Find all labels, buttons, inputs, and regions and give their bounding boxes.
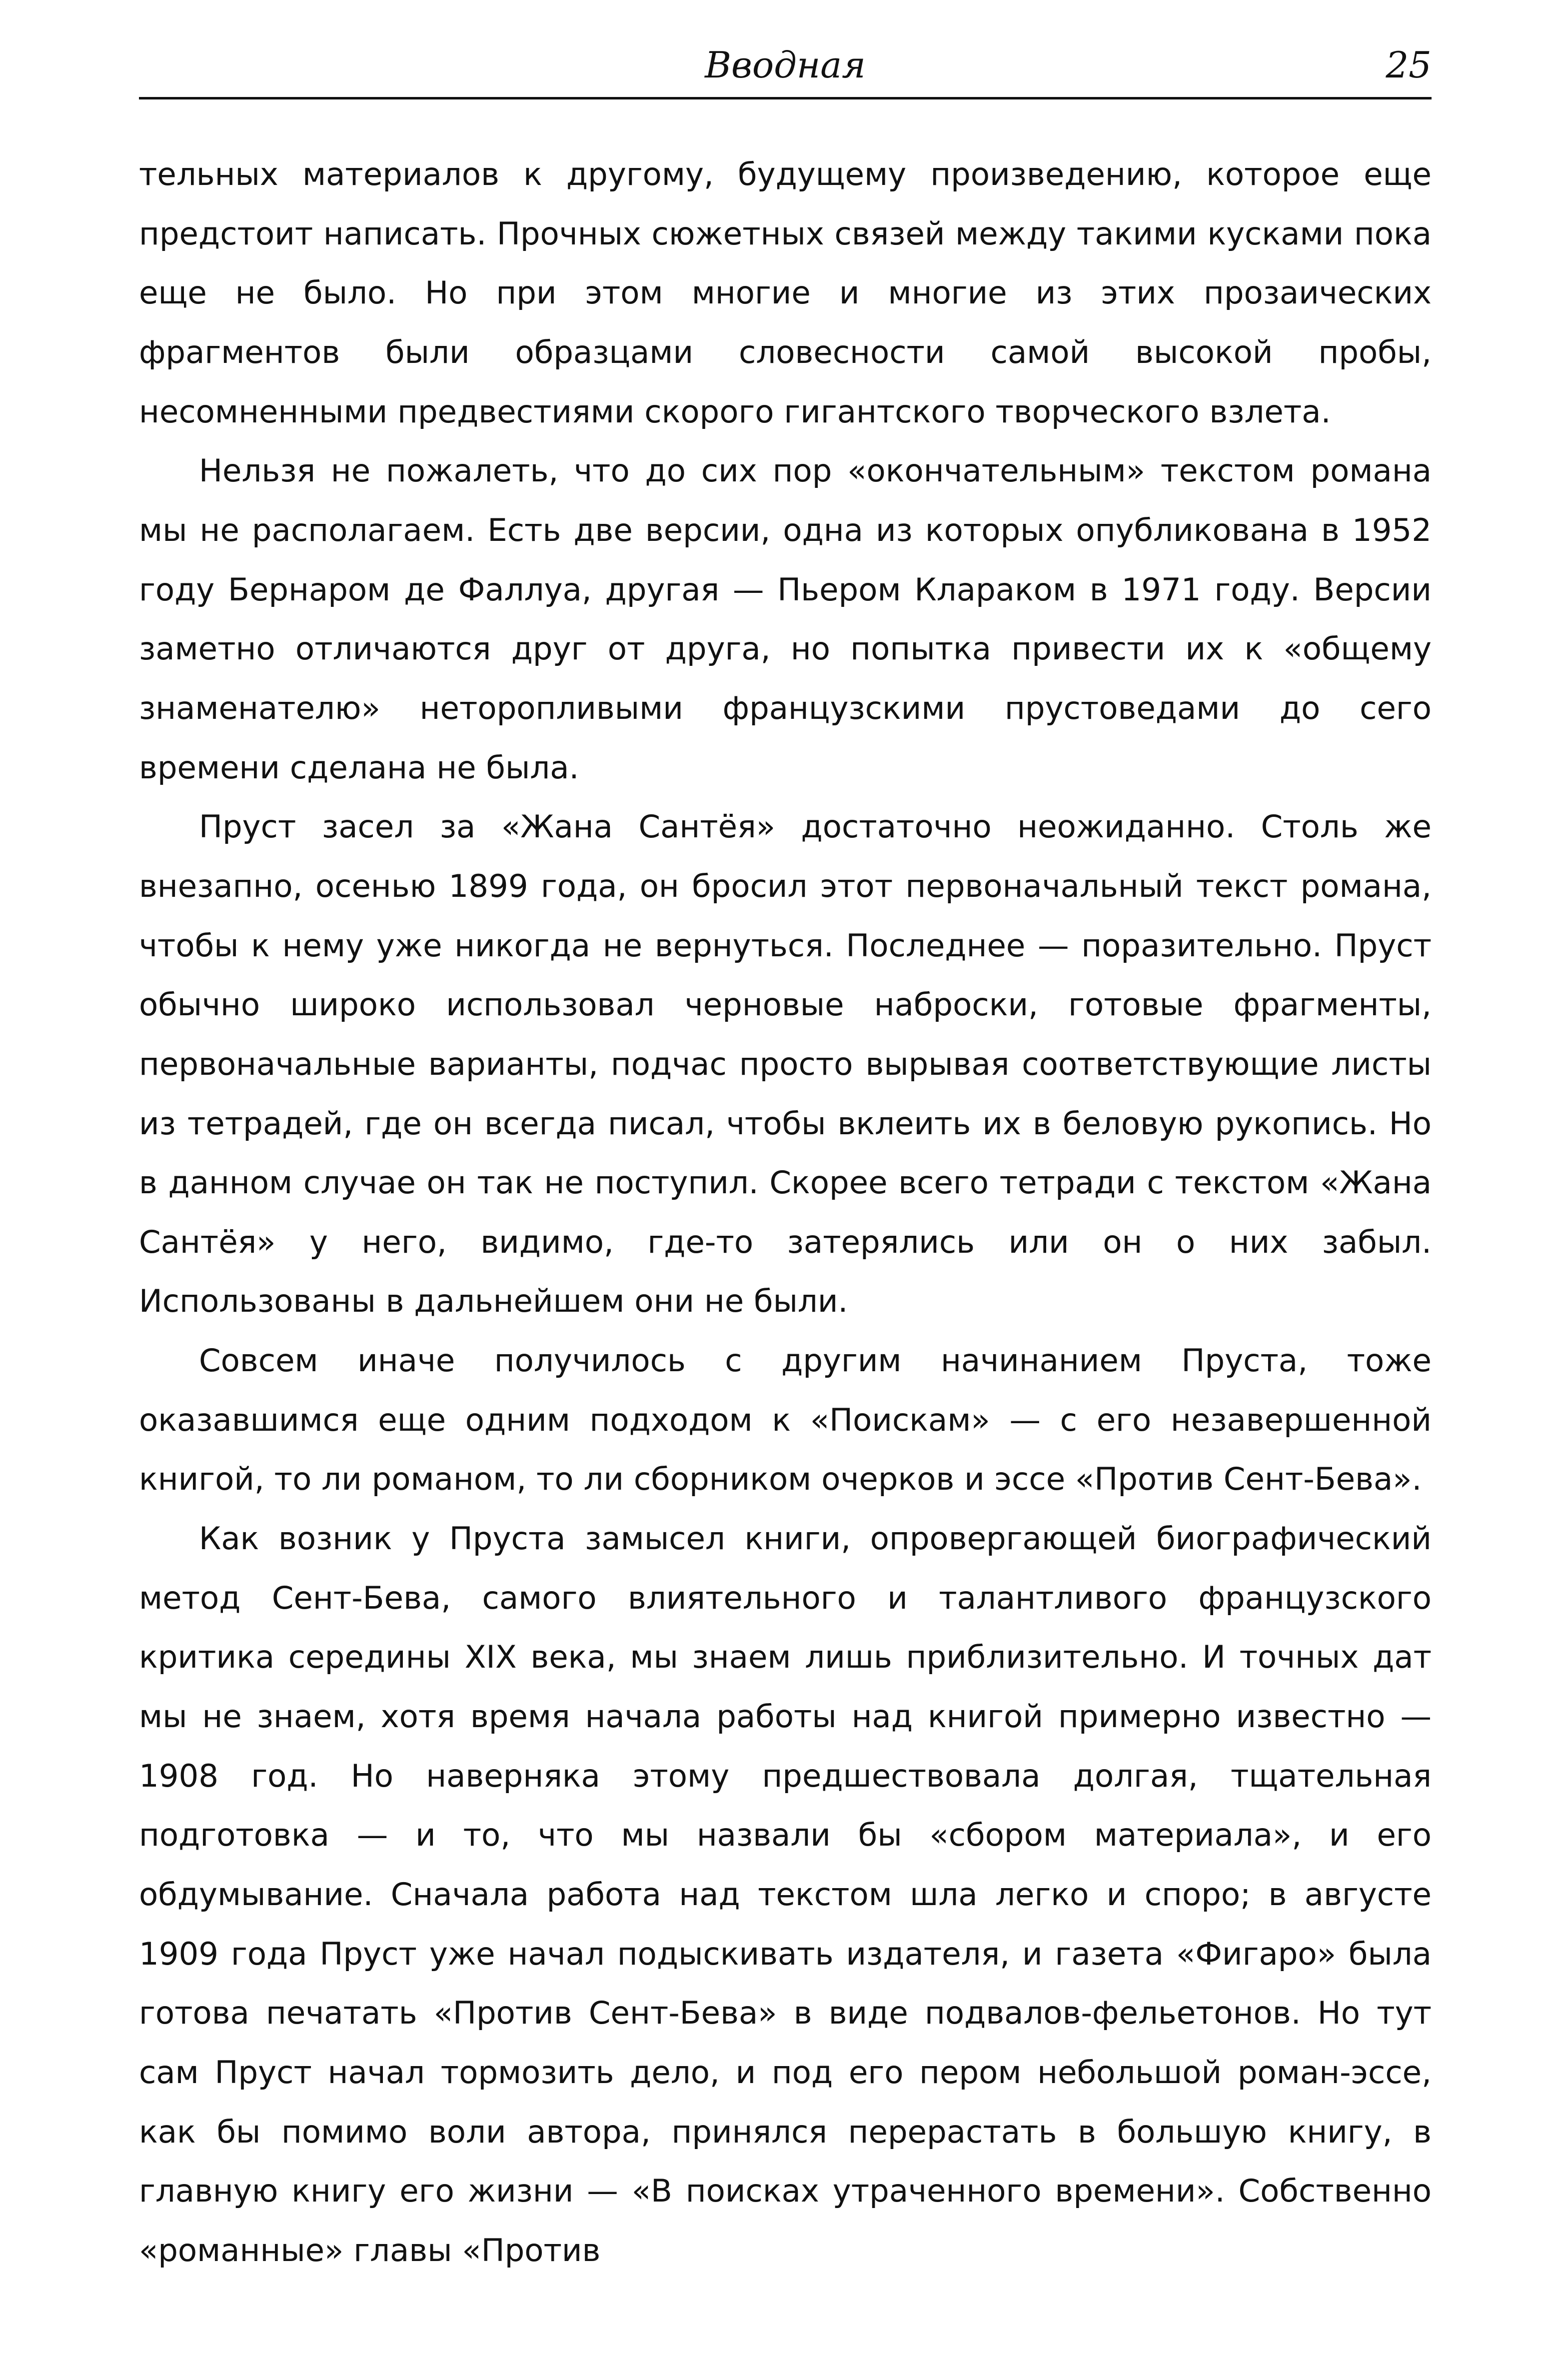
running-head-title: Вводная xyxy=(705,44,866,86)
paragraph: Нельзя не пожалеть, что до сих пор «окончательным» текстом романа мы не располагаем. Есть две версии, одна из которых опубликована в 1952 году Бернаром де Фаллуа, другая — Пьером Клараком в 1971 году. Версии заметно отличаются друг от друга, но попытка привести их к «общему знаменателю» неторопливыми французскими прустоведами до сего времени сделана не была. xyxy=(139,452,1432,786)
header-rule xyxy=(139,97,1432,99)
running-head xyxy=(139,35,1432,100)
paragraph: Совсем иначе получилось с другим начинанием Пруста, тоже оказавшимся еще одним подходом к «Поискам» — с его незавершенной книгой, то ли романом, то ли сборником очерков и эссе «Против Сент-Бева». xyxy=(139,1342,1432,1498)
paragraph-continuation: тельных материалов к другому, будущему произведению, которое еще предстоит написать. Прочных сюжетных связей между такими кусками пока еще не было. Но при этом многие и многие из этих прозаических фрагментов были образцами словесности самой высокой пробы, несомненными предвестиями скорого гигантского творческого взлета. xyxy=(139,156,1432,430)
body-text xyxy=(139,145,1432,2281)
page-number: 25 xyxy=(1386,44,1432,86)
paragraph: Как возник у Пруста замысел книги, опровергающей биографический метод Сент-Бева, самого влиятельного и талантливого французского критика середины XIX века, мы знаем лишь приблизительно. И точных дат мы не знаем, хотя время начала работы над книгой примерно известно — 1908 год. Но наверняка этому предшествовала долгая, тщательная подготовка — и то, что мы назвали бы «сбором материала», и его обдумывание. Сначала работа над текстом шла легко и споро; в августе 1909 года Пруст уже начал подыскивать издателя, и газета «Фигаро» была готова печатать «Против Сент-Бева» в виде подвалов-фельетонов. Но тут сам Пруст начал тормозить дело, и под его пером небольшой роман-эссе, как бы помимо воли автора, принялся перерастать в большую книгу, в главную книгу его жизни — «В поисках утраченного времени». Собственно «романные» главы «Против xyxy=(139,1520,1432,2269)
paragraph: Пруст засел за «Жана Сантёя» достаточно неожиданно. Столь же внезапно, осенью 1899 года, он бросил этот первоначальный текст романа, чтобы к нему уже никогда не вернуться. Последнее — поразительно. Пруст обычно широко использовал черновые наброски, готовые фрагменты, первоначальные варианты, подчас просто вырывая соответствующие листы из тетрадей, где он всегда писал, чтобы вклеить их в беловую рукопись. Но в данном случае он так не поступил. Скорее всего тетради с текстом «Жана Сантёя» у него, видимо, где-то затерялись или он о них забыл. Использованы в дальнейшем они не были. xyxy=(139,808,1432,1320)
